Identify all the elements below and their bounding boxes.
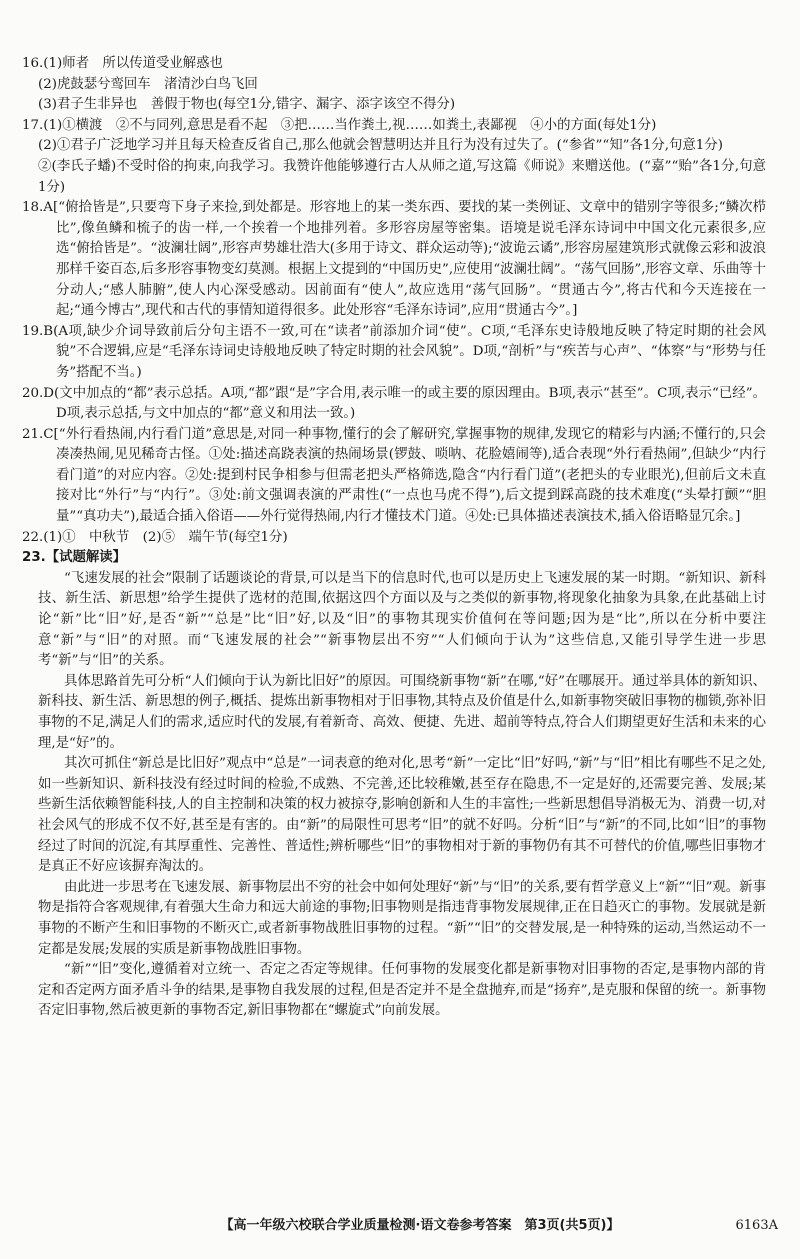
q23-paragraph: 由此进一步思考在飞速发展、新事物层出不穷的社会中如何处理好“新”与“旧”的关系,要有哲学意义上“新”“旧”观。新事物是指符合客观规律,有着强大生命力和远大前途的事物;旧事物则是指违背事物发展规律,正在日趋灭亡的事物。发展就是新事物的不断产生和旧事物的不断灭亡,或者新事物战胜旧事物的过程。“新”“旧”的交替发展,是一种特殊的运动,当然运动不一定都是发展;发展的实质是新事物战胜旧事物。 [38,879,766,957]
footer-code: 6163A [735,1218,778,1233]
question-23 [22,548,766,1022]
question-17 [22,116,766,198]
question-22: 22.(1)① 中秋节 (2)⑤ 端午节(每空1分) [22,529,288,545]
q23-paragraph: 具体思路首先可分析“人们倾向于认为新比旧好”的原因。可围绕新事物“新”在哪,“好”在哪展开。通过举具体的新知识、新科技、新生活、新思想的例子,概括、提炼出新事物相对于旧事物,其特点及价值是什么,如新事物突破旧事物的枷锁,弥补旧事物的不足,满足人们的需求,适应时代的发展,有着新奇、高效、便捷、先进、超前等特点,符合人们期望更好生活和未来的心理,是“好”的。 [38,673,766,751]
footer-title: 【高一年级六校联合学业质量检测·语文卷参考答案 第3页(共5页)】 [220,1218,620,1233]
q17-part-3: ②(李氏子蟠)不受时俗的拘束,向我学习。我赞许他能够遵行古人从师之道,写这篇《师说》来赠送他。(“嘉”“贻”各1分,句意1分) [38,158,766,195]
q16-line-2: (2)虎鼓瑟兮鸾回车 渚清沙白鸟飞回 [38,76,258,92]
q23-heading: 23.【试题解读】 [22,550,127,566]
q16-line-3: (3)君子生非异也 善假于物也(每空1分,错字、漏字、添字该空不得分) [38,97,456,113]
q23-paragraph: 其次可抓住“新总是比旧好”观点中“总是”一词表意的绝对化,思考“新”一定比“旧”好吗,“新”与“旧”相比有哪些不足之处,如一些新知识、新科技没有经过时间的检验,不成熟、不完善,还比较稚嫩,甚至存在隐患,不一定是好的,还需要完善、发展;某些新生活依赖智能科技,人的自主控制和决策的权力被掠夺,影响创新和人生的丰富性;一些新思想倡导消极无为、消费一切,对社会风气的形成不仅不好,甚至是有害的。由“新”的局限性可思考“旧”的就不好吗。分析“旧”与“新”的不同,比如“旧”的事物经过了时间的沉淀,有其厚重性、完善性、普适性;辨析哪些“旧”的事物相对于新的事物仍有其不可替代的价值,哪些旧事物才是真正不好应该摒弃淘汰的。 [38,756,766,875]
question-20: 20.D(文中加点的“都”表示总括。A项,“都”跟“是”字合用,表示唯一的或主要的原因理由。B项,表示“甚至”。C项,表示“已经”。D项,表示总括,与文中加点的“都”意义和用法一致。) [22,385,766,422]
q16-line-1: 16.(1)师者 所以传道受业解惑也 [22,56,223,71]
question-18: 18.A[“俯拾皆是”,只要弯下身子来捡,到处都是。形容地上的某一类东西、要找的某一类例证、文章中的错别字等很多;“鳞次栉比”,像鱼鳞和梳子的齿一样,一个挨着一个地排列着。多形容房屋等密集。语境是说毛泽东诗词中中国文化元素很多,应选“俯拾皆是”。“波澜壮阔”,形容声势雄壮浩大(多用于诗文、群众运动等);“波诡云谲”,形容房屋建筑形式就像云彩和波浪那样千姿百态,后多形容事物变幻莫测。根据上文提到的“中国历史”,应使用“波澜壮阔”。“荡气回肠”,形容文章、乐曲等十分动人;“感人肺腑”,使人内心深受感动。因前面有“使人”,故应选用“荡气回肠”。“贯通古今”,将古代和今天连接在一起;“通今博古”,现代和古代的事情知道得很多。此处形容“毛泽东诗词”,应用“贯通古今”。] [22,200,766,319]
q17-part-1: 17.(1)①横渡 ②不与同列,意思是看不起 ③把……当作粪土,视……如粪土,表鄙视 ④小的方面(每处1分) [22,117,657,133]
question-19: 19.B(A项,缺少介词导致前后分句主语不一致,可在“读者”前添加介词“使”。C项,“毛泽东史诗般地反映了特定时期的社会风貌”不合逻辑,应是“毛泽东诗词史诗般地反映了特定时期的社会风貌”。D项,“剖析”与“疾苦与心声”、“体察”与“形势与任务”搭配不当。) [22,323,766,380]
q17-part-2: (2)①君子广泛地学习并且每天检查反省自己,那么他就会智慧明达并且行为没有过失了。(“参省”“知”各1分,句意1分) [38,138,723,154]
q23-paragraph: “新”“旧”变化,遵循着对立统一、否定之否定等规律。任何事物的发展变化都是新事物对旧事物的否定,是事物内部的肯定和否定两方面矛盾斗争的结果,是事物自我发展的过程,但是否定并不是全盘抛弃,而是“扬弃”,是克服和保留的统一。新事物否定旧事物,然后被更新的事物否定,新旧事物都在“螺旋式”向前发展。 [38,962,766,1019]
question-16 [22,54,766,116]
q23-paragraph: “飞速发展的社会”限制了话题谈论的背景,可以是当下的信息时代,也可以是历史上飞速发展的某一时期。“新知识、新科技、新生活、新思想”给学生提供了选材的范围,依据这四个方面以及与之类似的新事物,将现象化抽象为具象,在此基础上讨论“新”比“旧”好,是否“新”“总是”比“旧”好,以及“旧”的事物其现实价值何在等问题;因为是“比”,所以在分析中要注意“新”与“旧”的对照。而“飞速发展的社会”“新事物层出不穷”“人们倾向于认为”这些信息,又能引导学生进一步思考“新”与“旧”的关系。 [38,570,766,669]
question-21: 21.C[“外行看热闹,内行看门道”意思是,对同一种事物,懂行的会了解研究,掌握事物的规律,发现它的精彩与内涵;不懂行的,只会凑凑热闹,见见稀奇古怪。①处:描述高跷表演的热闹场景(锣鼓、唢呐、花脸嬉闹等),适合表现“外行看热闹”,但缺少“内行看门道”的对应内容。②处:提到村民争相参与但需老把头严格筛选,隐含“内行看门道”(老把头的专业眼光),但前后文未直接对比“外行”与“内行”。③处:前文强调表演的严肃性(“一点也马虎不得”),后文提到踩高跷的技术难度(“头晕打颤”“胆量”“真功夫”),最适合插入俗语——外行觉得热闹,内行才懂技术门道。④处:已具体描述表演技术,插入俗语略显冗余。] [22,426,766,525]
